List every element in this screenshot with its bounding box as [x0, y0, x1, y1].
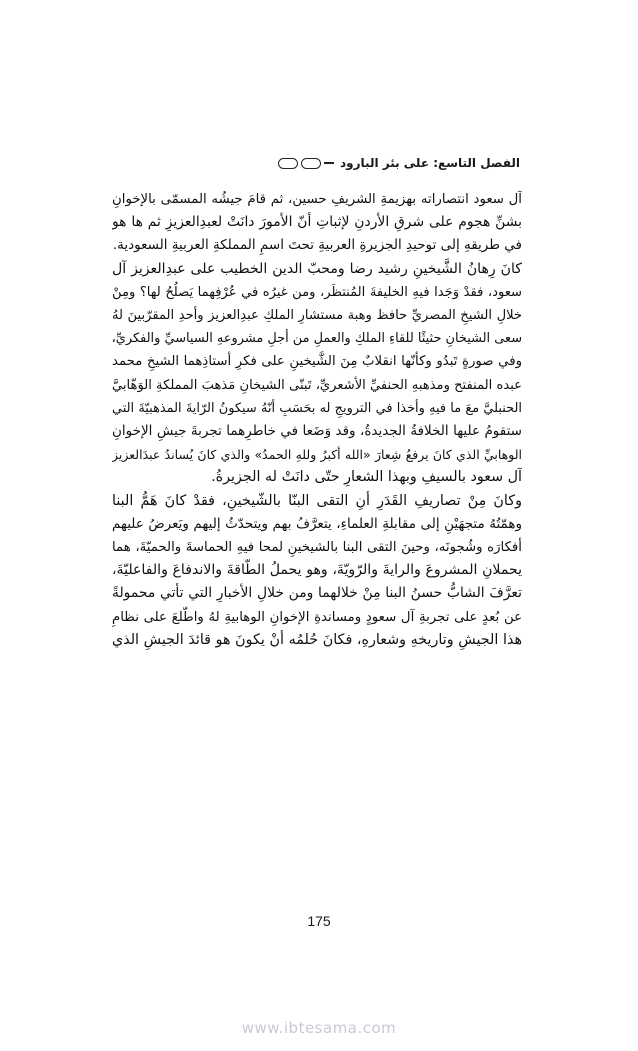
text-line: آل سعود انتصاراته بهزيمةِ الشريفِ حسين، ثم قامَ جيشُه المسمّى بالإخوانِ — [112, 192, 522, 207]
paragraph-2 — [112, 258, 522, 490]
page-number: 175 — [307, 913, 331, 929]
text-line: ستقومُ عليها الخلافةُ الجديدةُ، وقد وَضَعا في خاطرِهما تجربةَ جيشِ الإخوانِ — [112, 423, 522, 440]
text-line: وكانَ مِنْ تصاريفِ القَدَرِ أنِ التقى البنّا بالشّيخينِ، فقدْ كانَ هَمُّ البنا — [112, 492, 522, 509]
text-line: عبده المنفتح ومذهبهِ الحنفيِّ الأشعريِّ، تَبنّى الشيخانِ مَذهبَ المملكةِ الوَهّابيَّ — [112, 377, 522, 393]
text-line: وهمّتُهُ متجهَيْنِ إلى مقابلةِ العلماءِ، يتعرَّفُ بهم ويتحدّثُ إليهم ويَعرضُ عليهم — [112, 515, 522, 532]
text-line: تعرَّفَ الشابُّ حسنُ البنا مِنْ خلالهما ومن خلالِ الأخبارِ التي تأتي محمولةً — [112, 585, 522, 602]
text-line: بشنِّ هجوم على شرقِ الأردنِ لإثباتِ أنّ الأمورَ دانَتْ لعبدِالعزيزِ ثم ها هو — [112, 214, 522, 231]
text-line: سعى الشيخانِ حثيثًا للقاءِ الملكِ والعملِ من أجلِ مشروعهِ السياسيِّ والفكريِّ، — [112, 331, 522, 347]
watermark-text: www.ibtesama.com — [241, 1019, 397, 1037]
text-line: الوهابيِّ الذي كانَ يرفعُ شِعارَ «الله أكبرُ وللهِ الحمدُ» والذي كانَ يُساندُ عبدَالعزيز — [112, 447, 522, 463]
text-line: سعود، فقدْ وَجَدا فيهِ الخليفةَ المُنتظَر، ومن غيرُه في عُرْفِهما يَصلُحُ لها؟ ومِنْ — [112, 284, 522, 300]
ornament-tail — [324, 162, 334, 163]
running-header — [112, 152, 520, 174]
text-line: هذا الجيشِ وتاريخهِ وشعارهِ، فكانَ حُلمُه أنْ يكونَ هو قائدَ الجيشِ الذي — [112, 631, 522, 648]
text-line: أفكارَه وشُجونَه، وحينَ التقى البنا بالشيخينِ لمحا فيهِ الحماسةَ والحميّةَ، هما — [112, 540, 522, 556]
text-line: كانَ رِهانُ الشَّيخينِ رشيد رضا ومحبّ الدين الخطيب على عبدِالعزيز آل — [112, 260, 522, 277]
text-line: آل سعود بالسيفِ وبهذا الشعارِ حتّى دانَتْ له الجزيرةُ. — [211, 469, 522, 486]
text-line: عن بُعدٍ على تجربةِ آل سعودٍ ومساندةِ الإخوانِ الوهابيةِ لهُ واطّلعَ على نظامِ — [112, 609, 522, 625]
paragraph-1 — [112, 188, 522, 258]
text-line: وفي صورةٍ تَبدُو وكأنّها انقلابٌ مِنَ الشَّيخينِ على فكرِ أستاذِهما الشيخِ محمد — [112, 354, 522, 370]
chapter-title: الفصل التاسع: على بئر البارود — [340, 156, 520, 170]
ornament-pill-2 — [301, 158, 321, 169]
body-text — [112, 188, 522, 652]
ornament-pill-1 — [278, 158, 298, 169]
text-line: الحنبليَّ معَ ما فيهِ وأخذا في الترويجِ له بحَسَبِ أنّهُ سيكونُ الرّايةَ المذهبيّةَ التي — [112, 400, 522, 416]
header-ornament-icon — [278, 158, 334, 169]
text-line: في طريقهِ إلى توحيدِ الجزيرةِ العربيةِ تحتَ اسمِ المملكةِ العربيةِ السعودية. — [112, 237, 522, 254]
text-line: خلالِ الشيخِ المصريِّ حافظ وهبة مستشارِ الملكِ عبدِالعزيز وأحدِ المقرّبينَ لهُ — [112, 308, 522, 324]
text-line: يحملانِ المشروعَ والرايةَ والرّويّةَ، وهو يحملُ الطّاقةَ والاندفاعَ والفاعليّةَ، — [112, 562, 522, 579]
paragraph-3 — [112, 490, 522, 652]
